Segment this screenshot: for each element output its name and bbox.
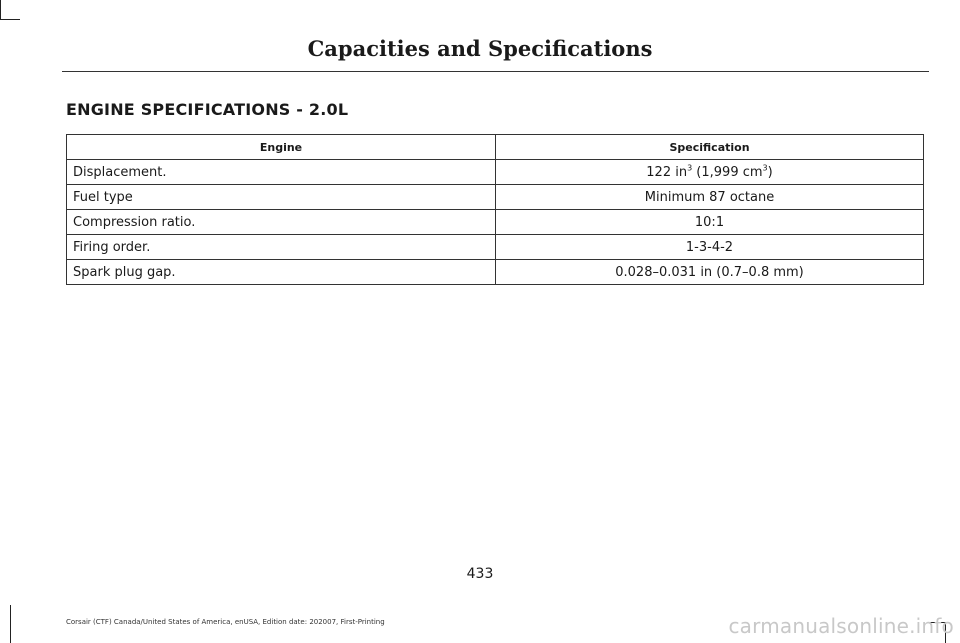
row-value: 1-3-4-2 bbox=[496, 235, 924, 260]
row-value bbox=[496, 160, 924, 185]
table-row bbox=[67, 210, 924, 235]
value-text: (1,999 cm bbox=[692, 164, 763, 180]
table-row bbox=[67, 260, 924, 285]
page-number: 433 bbox=[466, 566, 494, 582]
column-header-engine: Engine bbox=[67, 135, 496, 160]
crop-mark-bottom-left bbox=[10, 605, 11, 643]
superscript: 3 bbox=[762, 163, 768, 173]
value-text: ) bbox=[767, 164, 773, 180]
table-row bbox=[67, 160, 924, 185]
crop-mark-top-left bbox=[0, 0, 1, 20]
row-parameter: Firing order. bbox=[67, 235, 496, 260]
value-text: 122 in bbox=[646, 164, 688, 180]
engine-spec-table bbox=[66, 134, 924, 285]
row-value: Minimum 87 octane bbox=[496, 185, 924, 210]
row-parameter: Displacement. bbox=[67, 160, 496, 185]
watermark-text: carmanualsonline.info bbox=[728, 614, 954, 638]
header-rule bbox=[62, 71, 929, 72]
edition-footer: Corsair (CTF) Canada/United States of America, enUSA, Edition date: 202007, First-Printing bbox=[66, 618, 385, 626]
row-parameter: Spark plug gap. bbox=[67, 260, 496, 285]
superscript: 3 bbox=[687, 163, 693, 173]
row-parameter: Fuel type bbox=[67, 185, 496, 210]
column-header-specification: Specification bbox=[496, 135, 924, 160]
row-value: 0.028–0.031 in (0.7–0.8 mm) bbox=[496, 260, 924, 285]
running-head-title: Capacities and Specifications bbox=[307, 36, 653, 61]
crop-mark-top-left-h bbox=[0, 19, 20, 20]
row-parameter: Compression ratio. bbox=[67, 210, 496, 235]
table-row bbox=[67, 235, 924, 260]
section-title: ENGINE SPECIFICATIONS - 2.0L bbox=[66, 100, 349, 119]
table-row bbox=[67, 185, 924, 210]
row-value: 10:1 bbox=[496, 210, 924, 235]
table-header-row bbox=[67, 135, 924, 160]
